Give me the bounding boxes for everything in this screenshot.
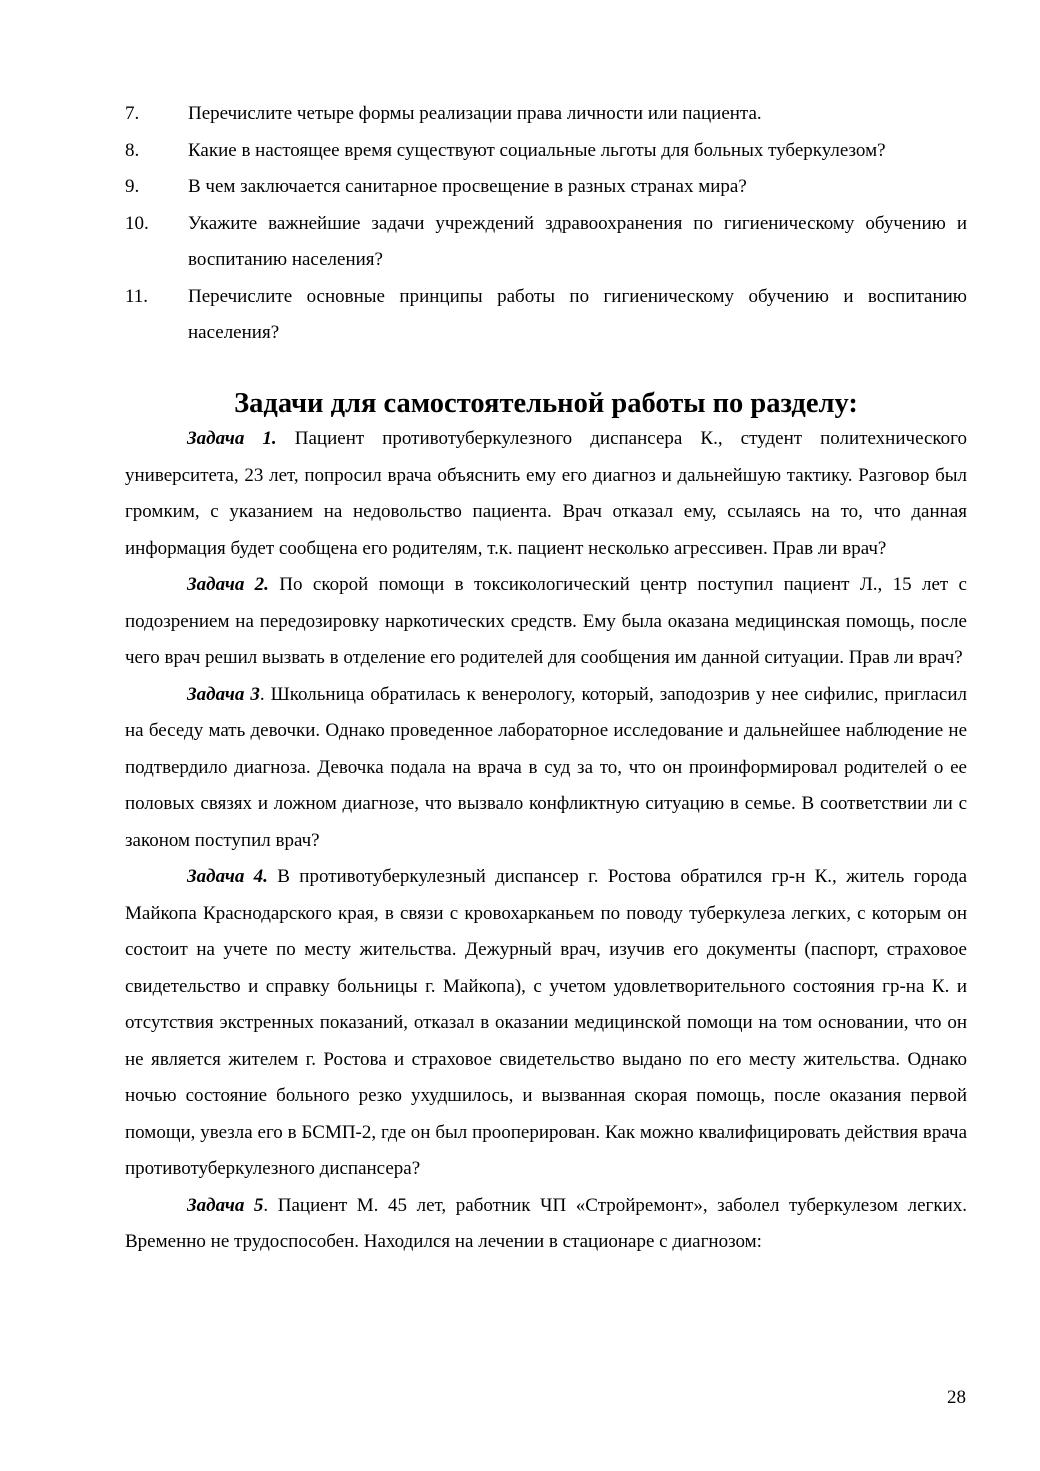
page-number: 28 — [947, 1387, 966, 1408]
task-label: Задача 4. — [187, 866, 268, 887]
question-list — [125, 96, 967, 352]
list-item-number: 7. — [125, 103, 140, 124]
task-paragraph — [125, 421, 967, 567]
task-label: Задача 5 — [187, 1194, 264, 1216]
list-item-text: Какие в настоящее время существуют социальные льготы для больных туберкулезом? — [188, 139, 886, 161]
list-item — [125, 279, 967, 352]
task-label: Задача 3 — [187, 683, 260, 705]
list-item-text: Укажите важнейшие задачи учреждений здравоохранения по гигиеническому обучению и воспитанию населения? — [188, 212, 967, 270]
task-text: Пациент противотуберкулезного диспансера К., студент политехнического университета, 23 лет, попросил врача объяснить ему его диагноз и дальнейшую тактику. Разговор был громким, с указанием на недовольство пациента. Врач отказал ему, ссылаясь на то, что данная информация будет сообщена его родителям, т.к. пациент несколько агрессивен. Прав ли врач? — [125, 428, 967, 559]
task-text: По скорой помощи в токсикологический центр поступил пациент Л., 15 лет с подозрением на передозировку наркотических средств. Ему была оказана медицинская помощь, после чего врач решил вызвать в отделение его родителей для сообщения им данной ситуации. Прав ли врач? — [125, 574, 967, 668]
list-item-number: 8. — [125, 139, 140, 161]
list-item-number: 9. — [125, 176, 140, 197]
list-item — [125, 206, 967, 279]
list-item — [125, 169, 967, 206]
list-item-text: Перечислите основные принципы работы по гигиеническому обучению и воспитанию населения? — [188, 285, 967, 343]
list-item — [125, 96, 967, 133]
task-text: В противотуберкулезный диспансер г. Ростова обратился гр-н К., житель города Майкопа Краснодарского края, в связи с кровохарканьем по поводу туберкулеза легких, с которым он состоит на учете по месту жительства. Дежурный врач, изучив его документы (паспорт, страховое свидетельство и справку больницы г. Майкопа), с учетом удовлетворительного состояния гр-на К. и отсутствия экстренных показаний, отказал в оказании медицинской помощи на том основании, что он не является жителем г. Ростова и страховое свидетельство выдано по его месту жительства. Однако ночью состояние больного резко ухудшилось, и вызванная скорая помощь, после оказания первой помощи, увезла его в БСМП-2, где он был прооперирован. Как можно квалифицировать действия врача противотуберкулезного диспансера? — [125, 866, 968, 1179]
tasks-section — [125, 421, 967, 1261]
task-paragraph — [125, 567, 967, 677]
list-item-number: 10. — [125, 212, 149, 234]
list-item — [125, 133, 967, 170]
list-item-number: 11. — [125, 285, 149, 307]
list-item-text: В чем заключается санитарное просвещение в разных странах мира? — [188, 176, 747, 197]
task-text: . Пациент М. 45 лет, работник ЧП «Стройремонт», заболел туберкулезом легких. Временно не трудоспособен. Находился на лечении в стационаре с диагнозом: — [125, 1194, 967, 1252]
task-text: . Школьница обратилась к венерологу, который, заподозрив у нее сифилис, пригласил на беседу мать девочки. Однако проведенное лабораторное исследование и дальнейшее наблюдение не подтвердило диагноза. Девочка подала на врача в суд за то, что он проинформировал родителей о ее половых связях и ложном диагнозе, что вызвало конфликтную ситуацию в семье. В соответствии ли с законом поступил врач? — [125, 683, 967, 851]
task-paragraph — [125, 1188, 967, 1261]
task-paragraph — [125, 677, 967, 860]
list-item-text: Перечислите четыре формы реализации права личности или пациента. — [188, 103, 762, 124]
task-label: Задача 2. — [187, 574, 269, 595]
section-heading: Задачи для самостоятельной работы по разделу: — [234, 388, 858, 419]
task-label: Задача 1. — [187, 428, 277, 449]
task-paragraph — [125, 859, 967, 1188]
